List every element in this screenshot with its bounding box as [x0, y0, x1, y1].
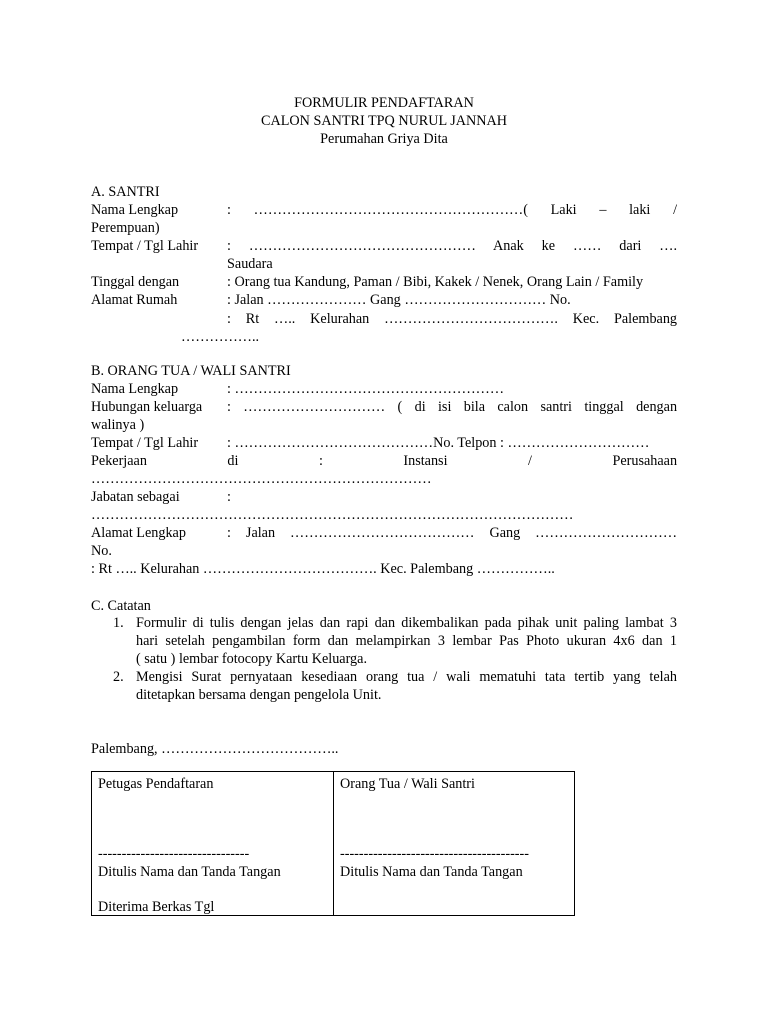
santri-name-field[interactable] — [227, 201, 677, 219]
word: dari — [619, 238, 642, 254]
fill-dots: ….. — [274, 311, 296, 327]
occupation-label: Pekerjaan di — [91, 453, 239, 469]
santri-birth-field[interactable] — [227, 237, 677, 255]
parent-name-field[interactable]: : ………………………………………………… — [227, 381, 505, 397]
full-address-line1[interactable] — [227, 524, 677, 542]
santri-birth-wrap: Saudara — [227, 256, 273, 272]
occupation-wrap: ……………………………………………………………… — [91, 471, 432, 487]
form-title: FORMULIR PENDAFTARAN — [294, 95, 474, 111]
word: Palembang — [613, 311, 678, 327]
word: ke — [541, 238, 556, 254]
santri-name-label: Nama Lengkap — [91, 202, 179, 218]
word: bila — [463, 399, 486, 415]
fill-dots: …………………………………………………( — [253, 202, 528, 218]
word: calon — [497, 399, 529, 415]
registrar-title: Petugas Pendaftaran — [98, 776, 214, 792]
received-date-label: Diterima Berkas Tgl — [98, 899, 215, 915]
full-address-line2[interactable]: : Rt ….. Kelurahan ………………………………. Kec. Palembang …………….. — [91, 561, 555, 577]
note-line: Mengisi Surat pernyataan kesediaan orang tua / wali mematuhi tata tertib yang telah — [136, 669, 677, 685]
fill-dots: ………………………………………… — [248, 238, 476, 254]
place-date-field[interactable]: Palembang, ……………………………….. — [91, 741, 339, 757]
gender-option-female: Perempuan) — [91, 220, 160, 236]
colon: : — [227, 202, 231, 218]
word: Gang — [489, 525, 521, 541]
living-with-options[interactable]: : Orang tua Kandung, Paman / Bibi, Kakek / Nenek, Orang Lain / Family — [227, 274, 644, 290]
parent-birth-phone-field[interactable]: : ……………………………………No. Telpon : ………………………… — [227, 435, 650, 451]
word: Anak — [493, 238, 524, 254]
relationship-label: Hubungan keluarga — [91, 399, 203, 415]
word: di — [414, 399, 426, 415]
word: Kelurahan — [310, 311, 370, 327]
form-subtitle: CALON SANTRI TPQ NURUL JANNAH — [261, 113, 507, 129]
section-a-heading: A. SANTRI — [91, 184, 160, 200]
home-address-label: Alamat Rumah — [91, 292, 178, 308]
position-field[interactable]: ………………………………………………………………………………………… — [91, 507, 574, 523]
position-label: Jabatan sebagai — [91, 489, 180, 505]
relationship-field[interactable] — [227, 398, 677, 416]
full-address-no: No. — [91, 543, 112, 559]
full-address-label: Alamat Lengkap — [91, 525, 186, 541]
colon: : — [227, 311, 231, 327]
colon: : — [227, 399, 231, 415]
fill-dots: ………………………………. — [384, 311, 558, 327]
note-line: ( satu ) lembar fotocopy Kartu Keluarga. — [136, 651, 367, 667]
fill-dots: ………………………………… — [290, 525, 475, 541]
guardian-caption: Ditulis Nama dan Tanda Tangan — [340, 864, 523, 880]
registrar-signature-line[interactable]: -------------------------------- — [98, 846, 250, 862]
home-address-wrap: …………….. — [181, 329, 260, 345]
note-line: ditetapkan bersama dengan pengelola Unit. — [136, 687, 382, 703]
word: Rt — [245, 311, 260, 327]
word: isi — [437, 399, 452, 415]
option-perusahaan: Perusahaan — [612, 453, 678, 469]
relationship-wrap: walinya ) — [91, 417, 145, 433]
fill-dots: …. — [659, 238, 678, 254]
registrar-caption: Ditulis Nama dan Tanda Tangan — [98, 864, 281, 880]
note-number: 2. — [113, 669, 124, 685]
note-number: 1. — [113, 615, 124, 631]
paren: ( — [397, 399, 403, 415]
gender-option-male: Laki — [550, 202, 577, 218]
occupation-field[interactable] — [91, 452, 677, 470]
guardian-title: Orang Tua / Wali Santri — [340, 776, 475, 792]
colon: : — [227, 238, 231, 254]
note-line: hari setelah pengambilan form dan melampirkan 3 lembar Pas Photo ukuran 4x6 dan 1 — [136, 633, 677, 649]
option-instansi: Instansi — [403, 453, 448, 469]
form-location: Perumahan Griya Dita — [320, 131, 448, 147]
note-line: Formulir di tulis dengan jelas dan rapi dan dikembalikan pada pihak unit paling lambat 3 — [136, 615, 677, 631]
home-address-line2[interactable] — [227, 310, 677, 328]
section-c-heading: C. Catatan — [91, 598, 151, 614]
word: tinggal — [584, 399, 624, 415]
guardian-signature-line[interactable]: ---------------------------------------- — [340, 846, 529, 862]
position-colon: : — [227, 489, 231, 505]
parent-birth-label: Tempat / Tgl Lahir — [91, 435, 199, 451]
living-with-label: Tinggal dengan — [91, 274, 180, 290]
section-b-heading: B. ORANG TUA / WALI SANTRI — [91, 363, 291, 379]
signature-table — [91, 771, 575, 916]
table-divider — [333, 772, 334, 915]
slash: / — [528, 453, 532, 469]
word: Kec. — [572, 311, 600, 327]
colon: : — [227, 525, 231, 541]
parent-name-label: Nama Lengkap — [91, 381, 179, 397]
word: dengan — [636, 399, 678, 415]
gender-option-male-cont: laki — [629, 202, 651, 218]
fill-dots: ………………………… — [243, 399, 386, 415]
colon: : — [318, 453, 323, 469]
home-address-line1[interactable]: : Jalan ………………… Gang ………………………… No. — [227, 292, 571, 308]
word: santri — [540, 399, 572, 415]
fill-dots: …… — [573, 238, 602, 254]
santri-birth-label: Tempat / Tgl Lahir — [91, 238, 199, 254]
word: Jalan — [245, 525, 276, 541]
fill-dots: ………………………… — [535, 525, 678, 541]
slash: / — [673, 202, 678, 218]
dash: – — [599, 202, 607, 218]
